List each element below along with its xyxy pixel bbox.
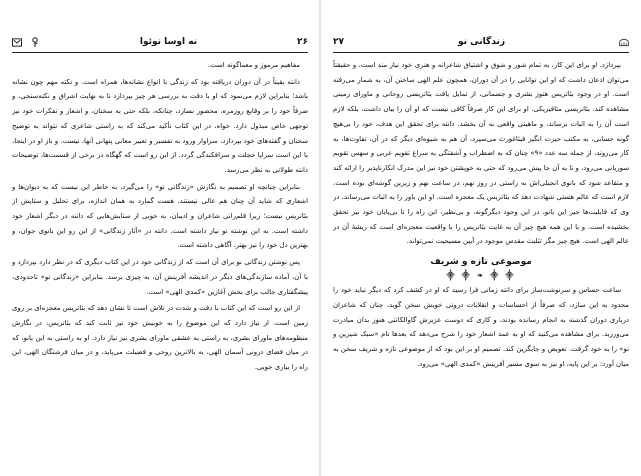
paragraph: از این رو است که این کتاب با دقت و شدت در تلاش است تا نشان دهد که بئاتریس معجزه‌ای بر روی زمین است. از نیاز دارد که این موضوع را به خوبیش خود نیز ثابت کند که بئاتریس، در نگارش منظومه‌های ماورای بشری، به راستی به عشقی ماورای بشری نیز نیاز دارد. او به راستی به این بانو، که در میان فضای درونی آسمان الهی، به بالاترین روحی و فضیلت می‌پاید، و در میان فرشتگان الهی، این راه را بیاری جویی. (12, 304, 308, 372)
left-page-number: ۲۶ (297, 37, 308, 47)
right-running-title: زندگانی نو (458, 37, 506, 47)
right-header-rule (333, 52, 629, 53)
bookmark-icon (12, 37, 22, 47)
right-page-body (333, 58, 629, 470)
right-page (321, 0, 641, 476)
paragraph: دانته یقیناً در آن دوران دریافته بود که زندگی با انواع نشانه‌ها، همراه است. و نکته مهم چون نشانه باشد؛ بنابراین لازم می‌نمود که او با دقت به بررسی هر چیز بپردازد تا به نهایت اشراق و نکته‌سنجی، و صرفاً خود را بر وقایع روزمره، محصور نسازد، چنانکه، بلکه حتی به سخنان، و اشعار و تفکرات خود نیز توجهی خاص مبذول دارد. خواه، در این کتاب تأکید می‌کند که به راستی شاعری که نتواند به توضیح سخنان و گفته‌های خود بپردازد، سزاوار ورود به تفسیر و تعبیر معانی پنهانی آنها، نیست. و باز او در اینجا، با این است سراپا خجلت و سرافکندگی گردد. از این رو است که گهگاه در برخی از قسمت‌ها، توضیحات دانته طولانی به نظر می‌رسد. (12, 77, 308, 174)
left-page (0, 0, 320, 476)
right-page-header (333, 34, 629, 50)
left-page-header (12, 34, 308, 50)
section-title: موضوعی تازه و شریف (430, 257, 532, 268)
paragraph: بنابراین چنانچه او تصمیم به نگارش «زندگانی نو» را می‌گیرد، به خاطر این نیست که به دیوان‌ها و اشعاری که شاید آن چنان هم عالی نیستند، هست گمارد به همان اندازه، برای تحلیل و ستایش از بئاتریس نیست؛ زیرا قلم‌رانی شاعران و ادیبان، به خوبی از ستایش‌هایی که دانته در دیگر اشعار خود داشته است. به این نوشته نو نیاز داشته است. دانته در «آثار زندگانی» از این رو این بانوی جوان، و بهترین دل خود را نیز بهتر، آگاهی داشته است. (12, 182, 308, 250)
flower-icon (30, 37, 40, 47)
right-header-icons (619, 37, 629, 47)
paragraph: ساعت حساس و سرنوشت‌ساز برای دانته زمانی فرا رسید که او در کشف کرد که دیگر نباید خود را محدود به این سازد، که صرفاً از احساسات و انقلابات درونی خویش سخن گوید، چنان که شاعران درباری دوران گذشته به انجام رسانده بودند، و کاری که دوست عزیزش گاوالکانتی هنوز بدان مبادرت می‌ورزید. برای مشاهده می‌کنید که او به عمد اشعار خود را شرح می‌دهد که بعدها نام «سبک شیرین و نو» را به خود گرفت. تعویض و جایگزین کند. تصمیم او بر این بود که از موضوعی تازه و شریف سخن به میان آورد: بر این پایه، او نیز به سوی مسیر آفرینش «کمدی الهی» می‌رود. (333, 286, 629, 368)
left-running-title: نه اوسا نوئوا (139, 37, 198, 47)
paragraph: مفاهیم مرموز و معماگونه است. (208, 61, 300, 69)
right-page-number: ۲۷ (333, 37, 345, 47)
paragraph: بپردازد. او برای این کار، به تمام شور و شوق و اشتیاق شاعرانه و هنری خود نیاز مند است، و حقیقتاً می‌توان اذعان داشت که او این توانایی را در آن دوران، همچون علم الهی ساختن آن، به شمار می‌رفته است. او در وجود بئاتریس هنوز بشری و جسمانی، از تمایل یافت بئاتریسی روحانی و ماورای زمینی مشاهده کند. بئاتریسی متافیزیکی. او برای این کار صرفاً کافی نیست که او آن را بیان داشت، بلکه لازم است آن را به اثبات برساند، و ماهیتی واقعی به آن بخشد. دانته برای تحقق این هدف، خود را بی‌هیچ گونه حسابی، به مکتب حیرت انگیز فیثاغورث می‌سپرد، آن هم به شیوه‌ای دیگر که در آن، تفاوت‌ها، به کار می‌روند، از جمله سه عدد «۹» چنان که به اضطراب و آشفتگی به سراغ تقویم عربی و سهس تقویم سوریانی می‌رود، و تا به آن جا پیش می‌رود که حتی به خویشتن خود نیز این مدرک انکارناپذیر را ارائه کند و متقاعد شود که بانوی انجیلی‌اش به راستی در روز نهم، در ساعت نهم و زیرین گوشه‌ای بوده است. لازم است که عالم هستی شهادت دهد که بئاتریس یک معجزه است. او این باور را به اثبات می‌رساند، در وی که قابلیت‌ها جیر این بانو، در این وجود دیگرگونه، و بی‌نظیر، این راه را تا بی‌پایان خود نیز تحقق بخشیده است. و با این همه هیچ چیز آن به غایت بئاتریس را با واقعیت معجزه‌ای است که ریشهٔ آن در عالم الهی است. هیچ چیز مگر تثلیث مقدس موجود در آیین مسیحیت نمی‌تواند. (333, 61, 629, 246)
left-page-body (12, 58, 308, 470)
left-header-rule (12, 52, 308, 53)
ornament-divider: ⸎ ⸎ ❧ ⸎ ⸎ (446, 271, 516, 281)
arch-icon (619, 37, 629, 47)
left-header-icons (12, 37, 40, 47)
paragraph: پس نوشتن زندگانی نو برای آن است که از زندگانی خود در این کتاب دیگری که در نظر دارد بپردازد و با آن، آماده سازندگی‌های دیگر در اندیشه آفرینش آن، به چیزی برسد. بنابراین «زندگانی نو» تاحدودی، پیشگفتاری جالب برای بخش آغازین «کمدی الهی» است. (12, 258, 308, 296)
section-heading (333, 253, 629, 281)
